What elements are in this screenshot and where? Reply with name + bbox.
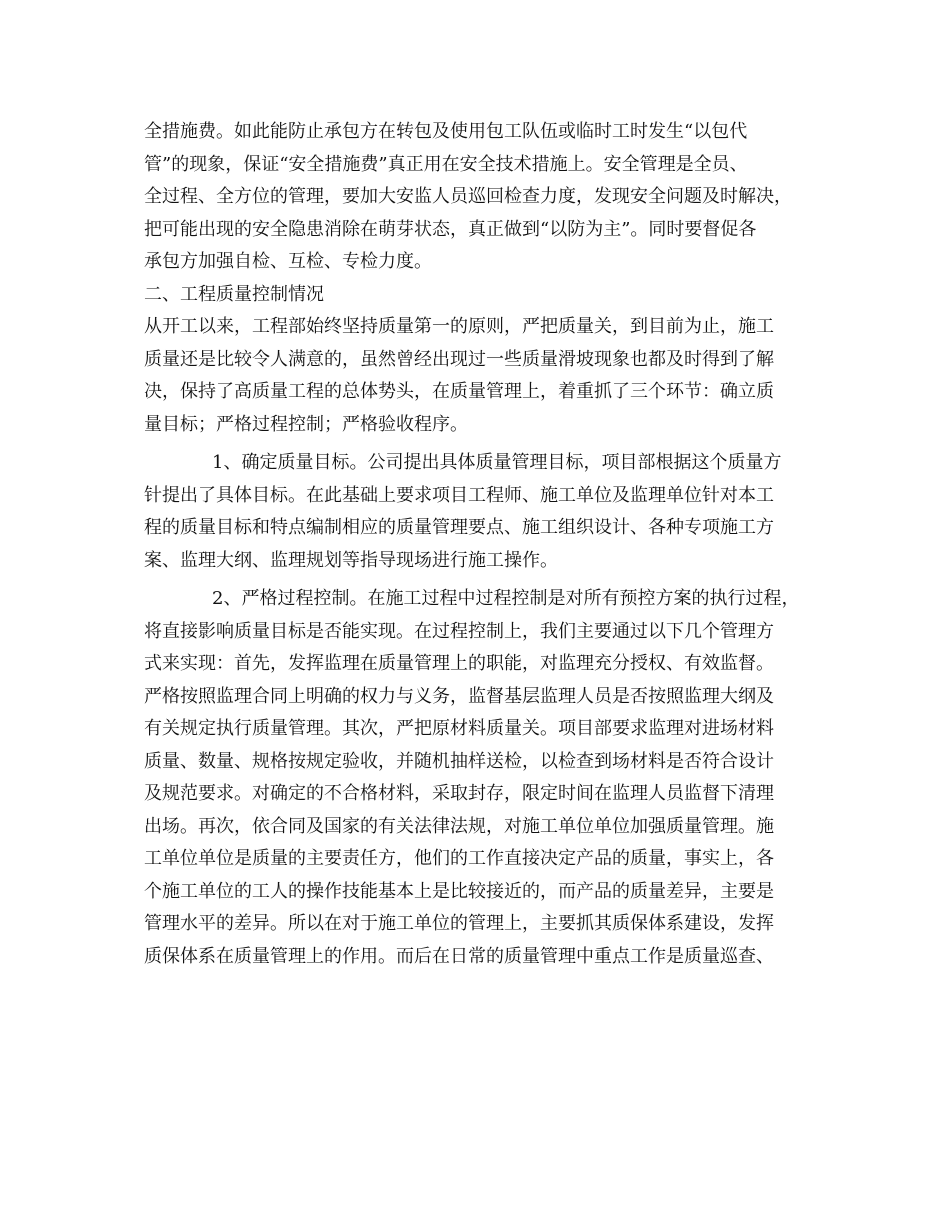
section-heading: 二、工程质量控制情况 (144, 283, 324, 305)
text-line: 出场。再次，依合同及国家的有关法律法规，对施工单位单位加强质量管理。施 (144, 815, 774, 837)
text-line: 1、确定质量目标。公司提出具体质量管理目标，项目部根据这个质量方 (212, 452, 782, 473)
paragraph-process-control (144, 583, 808, 973)
text-line: 案、监理大纲、监理规划等指导现场进行施工操作。 (144, 549, 558, 571)
text-line: 2、严格过程控制。在施工过程中过程控制是对所有预控方案的执行过程， (212, 588, 800, 609)
text-line: 质量还是比较令人满意的，虽然曾经出现过一些质量滑坡现象也都及时得到了解 (144, 348, 774, 370)
paragraph-quality-overview (144, 311, 808, 441)
text-line: 管”的现象，保证“安全措施费”真正用在安全技术措施上。安全管理是全员、 (144, 153, 748, 175)
text-line: 从开工以来，工程部始终坚持质量第一的原则，严把质量关，到目前为止，施工 (144, 316, 774, 337)
text-line: 个施工单位的工人的操作技能基本上是比较接近的，而产品的质量差异，主要是 (144, 880, 774, 902)
text-line: 式来实现：首先，发挥监理在质量管理上的职能，对监理充分授权、有效监督。 (144, 653, 774, 674)
document-body (144, 116, 808, 973)
text-line: 承包方加强自检、互检、专检力度。 (144, 251, 432, 272)
text-line: 将直接影响质量目标是否能实现。在过程控制上，我们主要通过以下几个管理方 (144, 620, 774, 642)
text-line: 工单位单位是质量的主要责任方，他们的工作直接决定产品的质量，事实上，各 (144, 848, 774, 869)
text-line: 针提出了具体目标。在此基础上要求项目工程师、施工单位及监理单位针对本工 (144, 484, 774, 506)
text-line: 全措施费。如此能防止承包方在转包及使用包工队伍或临时工时发生“以包代 (144, 121, 748, 142)
text-line: 全过程、全方位的管理，要加大安监人员巡回检查力度，发现安全问题及时解决， (144, 186, 792, 207)
text-line: 量目标；严格过程控制；严格验收程序。 (144, 413, 468, 435)
text-line: 严格按照监理合同上明确的权力与义务，监督基层监理人员是否按照监理大纲及 (144, 685, 774, 707)
text-line: 决，保持了高质量工程的总体势头，在质量管理上，着重抓了三个环节：确立质 (144, 381, 774, 402)
text-line: 把可能出现的安全隐患消除在萌芽状态，真正做到“以防为主”。同时要督促各 (144, 218, 757, 240)
paragraph-safety-measures (144, 116, 808, 279)
text-line: 质量、数量、规格按规定验收，并随机抽样送检，以检查到场材料是否符合设计 (144, 750, 774, 772)
paragraph-quality-goals (144, 447, 808, 577)
text-line: 程的质量目标和特点编制相应的质量管理要点、施工组织设计、各种专项施工方 (144, 517, 774, 538)
text-line: 质保体系在质量管理上的作用。而后在日常的质量管理中重点工作是质量巡查、 (144, 945, 774, 967)
text-line: 及规范要求。对确定的不合格材料，采取封存，限定时间在监理人员监督下清理 (144, 783, 774, 804)
text-line: 有关规定执行质量管理。其次，严把原材料质量关。项目部要求监理对进场材料 (144, 718, 774, 739)
text-line: 管理水平的差异。所以在对于施工单位的管理上，主要抓其质保体系建设，发挥 (144, 913, 774, 934)
